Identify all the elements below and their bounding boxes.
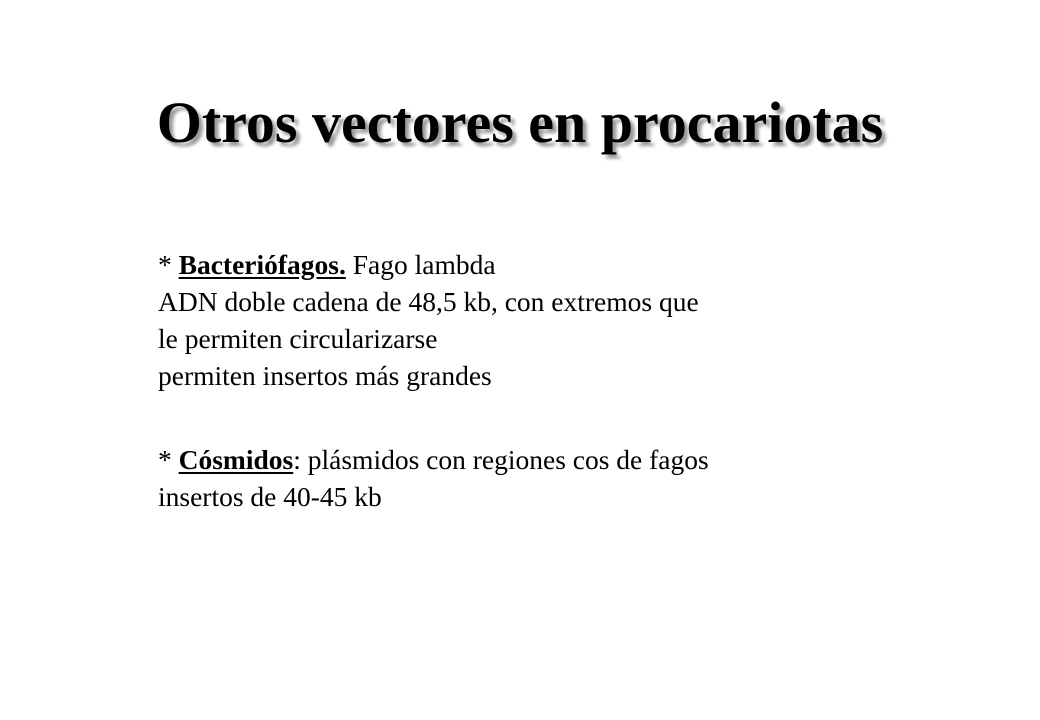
bullet-cosmidos [158, 441, 958, 515]
bullet-marker: * [158, 249, 179, 280]
slide-title: Otros vectores en procariotas [156, 90, 884, 155]
bullet-line: permiten insertos más grandes [158, 360, 492, 391]
bullet-heading [158, 441, 958, 478]
bullet-line: ADN doble cadena de 48,5 kb, con extremos que [158, 286, 699, 317]
bullet-heading [158, 246, 958, 283]
bullet-line: le permiten circularizarse [158, 323, 438, 354]
bullet-heading-text: Fago lambda [345, 249, 496, 280]
bullet-spacer [158, 394, 958, 441]
bullet-term: Bacteriófagos. [178, 249, 346, 280]
bullet-bacteriofagos [158, 246, 958, 394]
bullet-marker: * [158, 444, 179, 475]
slide-body [158, 246, 958, 515]
bullet-term: Cósmidos [178, 444, 294, 475]
bullet-line: insertos de 40-45 kb [158, 481, 382, 512]
bullet-heading-text: : plásmidos con regiones cos de fagos [293, 444, 709, 475]
